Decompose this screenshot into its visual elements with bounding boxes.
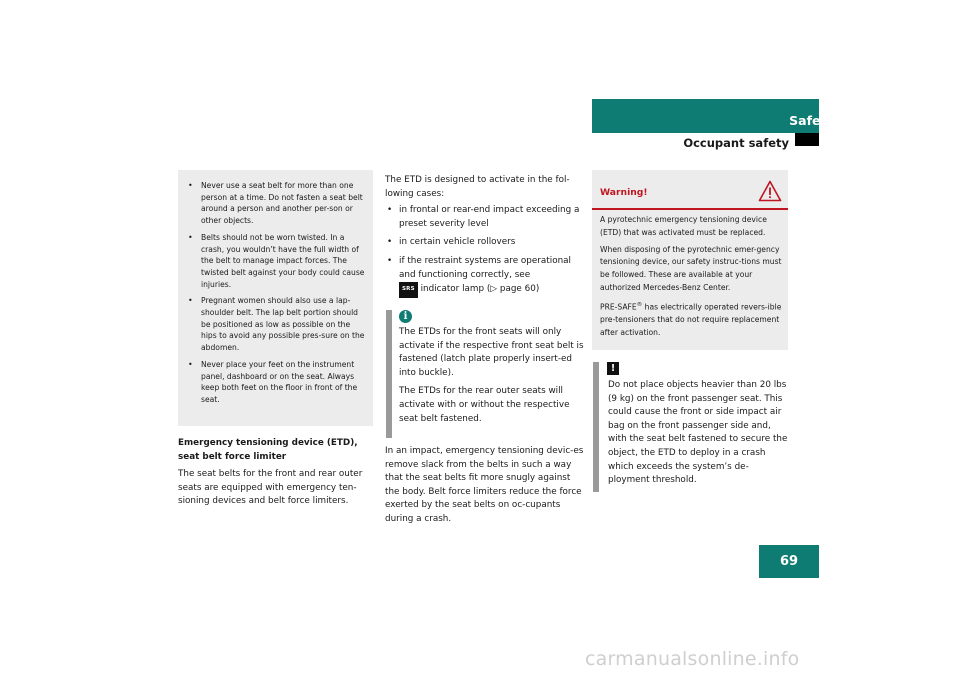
left-column [178, 437, 378, 513]
header-bar [592, 99, 819, 133]
warning-divider [592, 208, 788, 210]
info-note-text [399, 326, 587, 431]
list-item: • Never use a seat belt for more than one person at a time. Do not fasten a seat belt around a person and another per-son or other objects. [188, 180, 367, 227]
warning-box [592, 170, 788, 350]
note-bar [593, 362, 599, 492]
info-paragraph: The ETDs for the rear outer seats will activate with or without the respective seat belt fastened. [399, 386, 570, 424]
header-marker [795, 133, 819, 146]
safety-bullet-list [178, 170, 373, 406]
safety-bullets-box [178, 170, 373, 426]
watermark: carmanualsonline.info [585, 648, 800, 670]
warning-triangle-icon [758, 180, 782, 202]
etd-activation-list [385, 204, 585, 298]
etd-explanation-paragraph: In an impact, emergency tensioning devic-es remove slack from the belts in such a way that the seat belts fit more snugly against the body. Belt force limiters reduce the force exerted by the seat belts on oc-cupants during a crash. [385, 446, 584, 524]
info-icon: i [399, 310, 412, 323]
warning-paragraph: When disposing of the pyrotechnic emer-gency tensioning device, our safety instruc-tions must be followed. These are available at your authorized Mercedes-Benz Center. [600, 244, 782, 292]
list-item [385, 255, 585, 298]
warning-paragraph: A pyrotechnic emergency tensioning device (ETD) that was activated must be replaced. [600, 215, 767, 237]
middle-column [385, 174, 585, 303]
list-item: • in frontal or rear-end impact exceeding a preset severity level [385, 204, 585, 231]
page-reference-link[interactable]: indicator lamp (▷ page 60) [420, 284, 540, 295]
etd-activation-intro: The ETD is designed to activate in the fol-lowing cases: [385, 175, 570, 199]
srs-indicator-icon: SRS [399, 282, 418, 298]
warning-title: Warning! [600, 187, 648, 198]
etd-heading: Emergency tensioning device (ETD), seat belt force limiter [178, 438, 358, 462]
subsection-title: Occupant safety [683, 136, 789, 150]
subsection-title-area [592, 133, 793, 149]
warning-paragraph: PRE-SAFE® has electrically operated revers-ible pre-tensioners that do not require replacement after activation. [600, 301, 782, 337]
page-number: 69 [759, 545, 819, 578]
caution-note-text: Do not place objects heavier than 20 lbs (9 kg) on the front passenger seat. This could cause the front or side impact air bag on the front passenger side and, with the seat belt fastened to secure the object, the ETD to deploy in a crash which exceeds the system’s de-ployment threshold. [608, 380, 788, 486]
exclamation-icon: ! [607, 362, 619, 375]
etd-intro-paragraph: The seat belts for the front and rear outer seats are equipped with emergency ten-sioning devices and belt force limiters. [178, 469, 363, 507]
etd-explanation [385, 445, 585, 527]
bullet-text: if the restraint systems are operational and functioning correctly, see [399, 255, 571, 280]
info-paragraph: The ETDs for the front seats will only activate if the respective front seat belt is fastened (latch plate properly insert-ed into buckle). [399, 327, 584, 378]
section-title: Safety and Security [789, 113, 928, 128]
warning-text [600, 214, 782, 344]
list-item: • Pregnant women should also use a lap-shoulder belt. The lap belt portion should be positioned as low as possible on the hips to avoid any possible pres-sure on the abdomen. [188, 295, 367, 354]
note-bar [386, 310, 392, 438]
list-item: • Never place your feet on the instrument panel, dashboard or on the seat. Always keep both feet on the floor in front of the seat. [188, 359, 367, 406]
list-item: • Belts should not be worn twisted. In a crash, you wouldn’t have the full width of the belt to manage impact forces. The twisted belt against your body could cause injuries. [188, 232, 367, 291]
list-item: • in certain vehicle rollovers [385, 236, 585, 250]
